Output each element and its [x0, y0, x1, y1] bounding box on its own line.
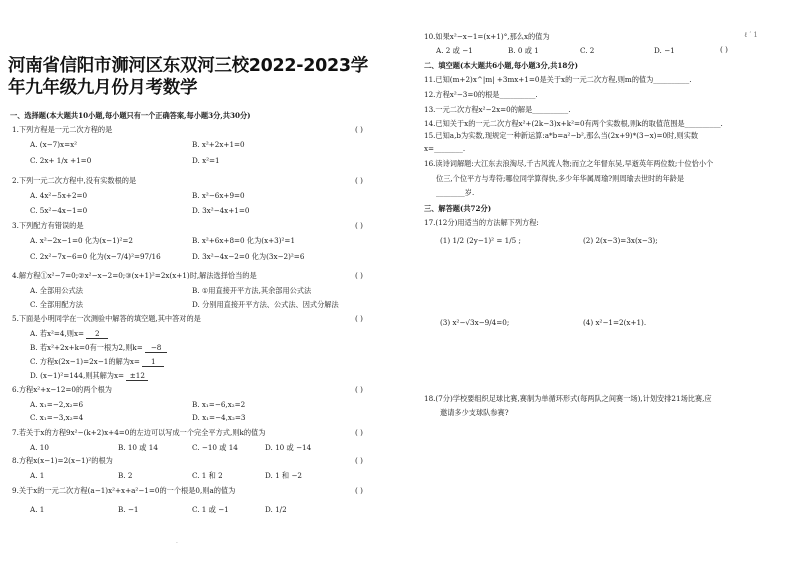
q5-option-a-text: A. 若x²=4,则x= — [30, 329, 85, 338]
answer-paren-1: ( ) — [355, 125, 363, 134]
q1-option-b: B. x²+2x+1=0 — [192, 140, 245, 149]
question-7: 7.若关于x的方程9x²−(k+2)x+4=0的左边可以写成一个完全平方式,则k的值为 — [12, 428, 266, 437]
title-line-2: 年九年级九月份月考数学 — [8, 78, 198, 98]
q6-option-c: C. x₁=−3,x₂=4 — [30, 413, 84, 422]
q4-option-b: B. ①用直接开平方法,其余部用公式法 — [192, 286, 312, 295]
q7-option-d: D. 10 或 −14 — [265, 443, 312, 452]
q5-option-d-answer: ±12 — [126, 371, 148, 381]
q5-option-d-text: D. (x−1)²=144,则其解为x= — [30, 371, 125, 380]
answer-paren-10: ( ) — [720, 45, 728, 54]
question-3: 3.下列配方有错误的是 — [12, 221, 84, 230]
q5-option-b-text: B. 若x²+2x+k=0有一根为2,则k= — [30, 343, 143, 352]
q2-option-d: D. 3x²−4x+1=0 — [192, 206, 250, 215]
q2-option-b: B. x²−6x+9=0 — [192, 191, 245, 200]
q6-option-a: A. x₁=−2,x₂=6 — [30, 400, 84, 409]
question-18-line-1: 18.(7分)学校要组织足球比赛,赛制为单循环形式(每两队之间赛一场),计划安排21场比赛,应 — [424, 394, 712, 403]
q8-option-a: A. 1 — [30, 471, 45, 480]
question-1: 1.下列方程是一元二次方程的是 — [12, 125, 113, 134]
q5-option-a — [30, 329, 108, 339]
question-17-part-3: (3) x²−√3x−9/4=0; — [440, 318, 510, 327]
q9-option-b: B. −1 — [118, 505, 139, 514]
question-6: 6.方程x²+x−12=0的两个根为 — [12, 385, 112, 394]
q9-option-d: D. 1/2 — [265, 505, 287, 514]
q9-option-c: C. 1 或 −1 — [192, 505, 229, 514]
answer-paren-6: ( ) — [355, 385, 363, 394]
title-line-1: 河南省信阳市浉河区东双河三校2022-2023学 — [8, 56, 368, 76]
q5-option-c-answer: 1 — [142, 357, 164, 367]
question-9: 9.关于x的一元二次方程(a−1)x²+x+a²−1=0的一个根是0,则a的值为 — [12, 486, 236, 495]
q3-option-d: D. 3x²−4x−2=0 化为(3x−2)²=6 — [192, 252, 305, 261]
q7-option-b: B. 10 或 14 — [118, 443, 158, 452]
question-17-part-2: (2) 2(x−3)=3x(x−3); — [583, 236, 658, 245]
question-2: 2.下列一元二次方程中,没有实数根的是 — [12, 176, 137, 185]
q4-option-a: A. 全部用公式法 — [30, 286, 83, 295]
q8-option-d: D. 1 和 −2 — [265, 471, 303, 480]
answer-paren-5: ( ) — [355, 314, 363, 323]
scan-dot: · — [176, 540, 178, 547]
question-17: 17.(12分)用适当的方法解下列方程: — [424, 218, 539, 227]
q10-option-c: C. 2 — [580, 46, 595, 55]
q10-option-d: D. −1 — [654, 46, 675, 55]
q5-option-c-text: C. 方程x(2x−1)=2x−1的解为x= — [30, 357, 140, 366]
question-11: 11.已知(m+2)x^|m| +3mx+1=0是关于x的一元二次方程,则m的值为__________. — [424, 75, 692, 84]
q10-option-a: A. 2 或 −1 — [436, 46, 473, 55]
q10-option-b: B. 0 或 1 — [508, 46, 539, 55]
q6-option-b: B. x₁=−6,x₂=2 — [192, 400, 246, 409]
question-16-line-1: 16.读诗词解题:大江东去浪淘尽,千古风流人物;而立之年督东吴,早逝英年两位数;十位恰小个 — [424, 159, 714, 168]
q2-option-c: C. 5x²−4x−1=0 — [30, 206, 88, 215]
answer-paren-2: ( ) — [355, 176, 363, 185]
corner-mark: ℓ ′ 1 — [744, 31, 758, 39]
q7-option-c: C. −10 或 14 — [192, 443, 238, 452]
question-12: 12.方程x²−3=0的根是__________. — [424, 90, 538, 99]
q1-option-a: A. (x−7)x=x² — [30, 140, 78, 149]
answer-paren-3: ( ) — [355, 221, 363, 230]
question-15-line-2: x=________. — [424, 144, 466, 153]
question-16-line-2: 位三,个位平方与寿符;哪位同学算得快,多少年华属周瑜?则周瑜去世时的年龄是 — [436, 174, 685, 183]
q5-option-a-answer: 2 — [86, 329, 108, 339]
section-1-heading: 一、选择题(本大题共10小题,每小题只有一个正确答案,每小题3分,共30分) — [10, 111, 251, 120]
q2-option-a: A. 4x²−5x+2=0 — [30, 191, 88, 200]
q5-option-b — [30, 343, 167, 353]
question-15-line-1: 15.已知a,b为实数,现规定一种新运算:a*b=a²−b²,那么当(2x+9)*(3−x)=0时,则实数 — [424, 131, 699, 140]
q5-option-b-answer: −8 — [145, 343, 167, 353]
q4-option-c: C. 全部用配方法 — [30, 300, 83, 309]
q9-option-a: A. 1 — [30, 505, 45, 514]
question-10: 10.如果x²−x−1=(x+1)°,那么x的值为 — [424, 32, 550, 41]
answer-paren-7: ( ) — [355, 428, 363, 437]
q5-option-d — [30, 371, 148, 381]
section-2-heading: 二、填空题(本大题共6小题,每小题3分,共18分) — [424, 61, 578, 70]
question-14: 14.已知关于x的一元二次方程x²+(2k−3)x+k²=0有两个实数根,则k的取值范围是__________. — [424, 119, 723, 128]
q1-option-d: D. x²=1 — [192, 156, 220, 165]
q7-option-a: A. 10 — [30, 443, 49, 452]
answer-paren-9: ( ) — [355, 486, 363, 495]
q3-option-a: A. x²−2x−1=0 化为(x−1)²=2 — [30, 236, 133, 245]
q3-option-b: B. x²+6x+8=0 化为(x+3)²=1 — [192, 236, 296, 245]
q3-option-c: C. 2x²−7x−6=0 化为(x−7/4)²=97/16 — [30, 252, 161, 261]
question-18-line-2: 邀请多少支球队参赛? — [440, 408, 509, 417]
q1-option-c: C. 2x+ 1/x +1=0 — [30, 156, 92, 165]
answer-paren-8: ( ) — [355, 456, 363, 465]
question-8: 8.方程x(x−1)=2(x−1)²的根为 — [12, 456, 113, 465]
q4-option-d: D. 分别用直接开平方法、公式法、因式分解法 — [192, 300, 339, 309]
q8-option-b: B. 2 — [118, 471, 133, 480]
q5-option-c — [30, 357, 164, 367]
question-4: 4.解方程①x²−7=0;②x²−x−2=0;③(x+1)²=2x(x+1)时,解法选择恰当的是 — [12, 271, 257, 280]
question-5: 5.下面是小明同学在一次测验中解答的填空题,其中答对的是 — [12, 314, 201, 323]
question-17-part-1: (1) 1/2 (2y−1)² = 1/5 ; — [440, 236, 521, 245]
answer-paren-4: ( ) — [355, 271, 363, 280]
q8-option-c: C. 1 和 2 — [192, 471, 223, 480]
question-16-line-3: ________岁. — [436, 188, 475, 197]
section-3-heading: 三、解答题(共72分) — [424, 204, 492, 213]
q6-option-d: D. x₁=−4,x₂=3 — [192, 413, 246, 422]
question-17-part-4: (4) x²−1=2(x+1). — [583, 318, 647, 327]
question-13: 13.一元二次方程x²−2x=0的解是__________. — [424, 105, 571, 114]
